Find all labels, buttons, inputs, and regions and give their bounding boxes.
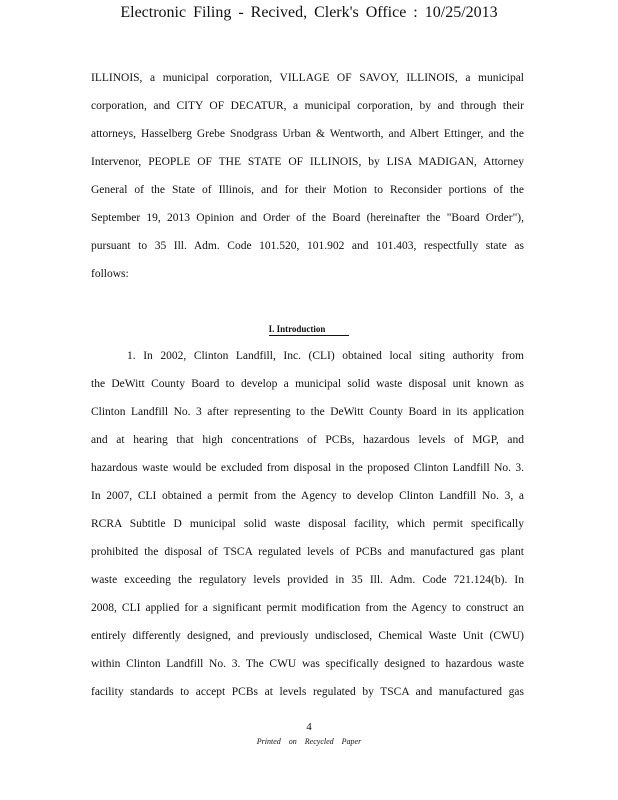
text-line: General of the State of Illinois, and for their Motion to Reconsider portions of the — [91, 184, 524, 196]
section-heading — [0, 324, 618, 334]
text-line: Intervenor, PEOPLE OF THE STATE OF ILLINOIS, by LISA MADIGAN, Attorney — [91, 156, 524, 168]
text-line: RCRA Subtitle D municipal solid waste disposal facility, which permit specifically — [91, 518, 524, 530]
text-line: waste exceeding the regulatory levels provided in 35 Ill. Adm. Code 721.124(b). In — [91, 574, 524, 586]
text-line: pursuant to 35 Ill. Adm. Code 101.520, 101.902 and 101.403, respectfully state as — [91, 240, 524, 252]
text-line: 1. In 2002, Clinton Landfill, Inc. (CLI) obtained local siting authority from — [127, 350, 524, 362]
section-heading-text: I. Introduction — [269, 324, 350, 336]
text-line: facility standards to accept PCBs at levels regulated by TSCA and manufactured gas — [91, 686, 524, 698]
numbered-paragraph — [91, 342, 524, 706]
text-line: entirely differently designed, and previously undisclosed, Chemical Waste Unit (CWU) — [91, 630, 524, 642]
text-line: corporation, and CITY OF DECATUR, a municipal corporation, by and through their — [91, 100, 524, 112]
text-line: the DeWitt County Board to develop a municipal solid waste disposal unit known as — [91, 378, 524, 390]
text-line: ILLINOIS, a municipal corporation, VILLAGE OF SAVOY, ILLINOIS, a municipal — [91, 72, 524, 84]
text-line: hazardous waste would be excluded from disposal in the proposed Clinton Landfill No. 3. — [91, 462, 524, 474]
filing-stamp-header: Electronic Filing - Recived, Clerk's Office : 10/25/2013 — [120, 4, 498, 21]
text-line: and at hearing that high concentrations of PCBs, hazardous levels of MGP, and — [91, 434, 524, 446]
page-number: 4 — [306, 721, 312, 733]
text-line: attorneys, Hasselberg Grebe Snodgrass Urban & Wentworth, and Albert Ettinger, and the — [91, 128, 524, 140]
text-line: Clinton Landfill No. 3 after representing to the DeWitt County Board in its application — [91, 406, 524, 418]
text-line: within Clinton Landfill No. 3. The CWU was specifically designed to hazardous waste — [91, 658, 524, 670]
text-line: prohibited the disposal of TSCA regulated levels of PCBs and manufactured gas plant — [91, 546, 524, 558]
text-line: follows: — [91, 268, 129, 280]
text-line: September 19, 2013 Opinion and Order of the Board (hereinafter the "Board Order"), — [91, 212, 524, 224]
intro-paragraph — [91, 64, 524, 288]
text-line: 2008, CLI applied for a significant permit modification from the Agency to construct an — [91, 602, 524, 614]
text-line: In 2007, CLI obtained a permit from the Agency to develop Clinton Landfill No. 3, a — [91, 490, 524, 502]
recycled-paper-footer: Printed on Recycled Paper — [256, 737, 362, 746]
